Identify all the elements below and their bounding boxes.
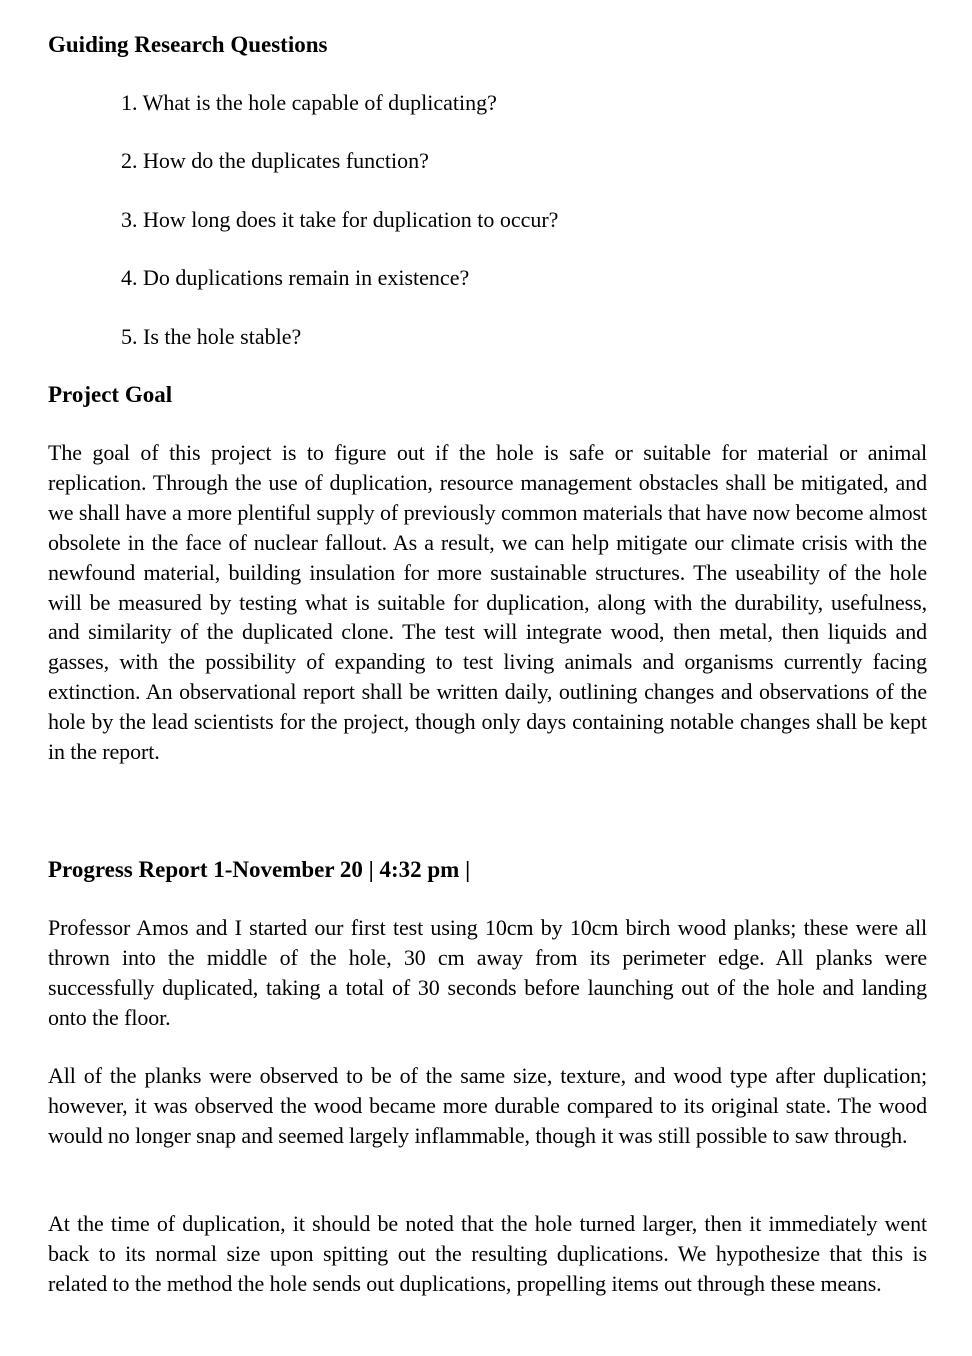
progress-report-1-paragraph-2: All of the planks were observed to be of the same size, texture, and wood type after duplication; however, it was observed the wood became more durable compared to its original state. The wood would no longer snap and seemed largely inflammable, though it was still possible to saw through. bbox=[48, 1063, 927, 1148]
progress-report-1-paragraph-3: At the time of duplication, it should be noted that the hole turned larger, then it immediately went back to its normal size upon spitting out the resulting duplications. We hypothesize that this is related to the method the hole sends out duplications, propelling items out through these means. bbox=[48, 1211, 927, 1296]
progress-report-1-paragraph-1: Professor Amos and I started our first test using 10cm by 10cm birch wood planks; these were all thrown into the middle of the hole, 30 cm away from its perimeter edge. All planks were successfully duplicated, taking a total of 30 seconds before launching out of the hole and landing onto the floor. bbox=[48, 915, 927, 1030]
research-question-3: 3. How long does it take for duplication to occur? bbox=[121, 207, 559, 232]
research-question-2: 2. How do the duplicates function? bbox=[121, 148, 429, 173]
research-question-5: 5. Is the hole stable? bbox=[121, 324, 302, 349]
guiding-questions-heading: Guiding Research Questions bbox=[48, 32, 328, 57]
research-question-1: 1. What is the hole capable of duplicating? bbox=[121, 90, 497, 115]
progress-report-1-heading: Progress Report 1-November 20 | 4:32 pm | bbox=[48, 857, 471, 882]
research-question-4: 4. Do duplications remain in existence? bbox=[121, 265, 470, 290]
project-goal-paragraph: The goal of this project is to figure out if the hole is safe or suitable for material or animal replication. Through the use of duplication, resource management obstacles shall be mitigated, and we shall have a more plentiful supply of previously common materials that have now become almost obsolete in the face of nuclear fallout. As a result, we can help mitigate our climate crisis with the newfound material, building insulation for more sustainable structures. The useability of the hole will be measured by testing what is suitable for duplication, along with the durability, usefulness, and similarity of the duplicated clone. The test will integrate wood, then metal, then liquids and gasses, with the possibility of expanding to test living animals and organisms currently facing extinction. An observational report shall be written daily, outlining changes and observations of the hole by the lead scientists for the project, though only days containing notable changes shall be kept in the report. bbox=[48, 440, 927, 765]
project-goal-heading: Project Goal bbox=[48, 382, 173, 407]
